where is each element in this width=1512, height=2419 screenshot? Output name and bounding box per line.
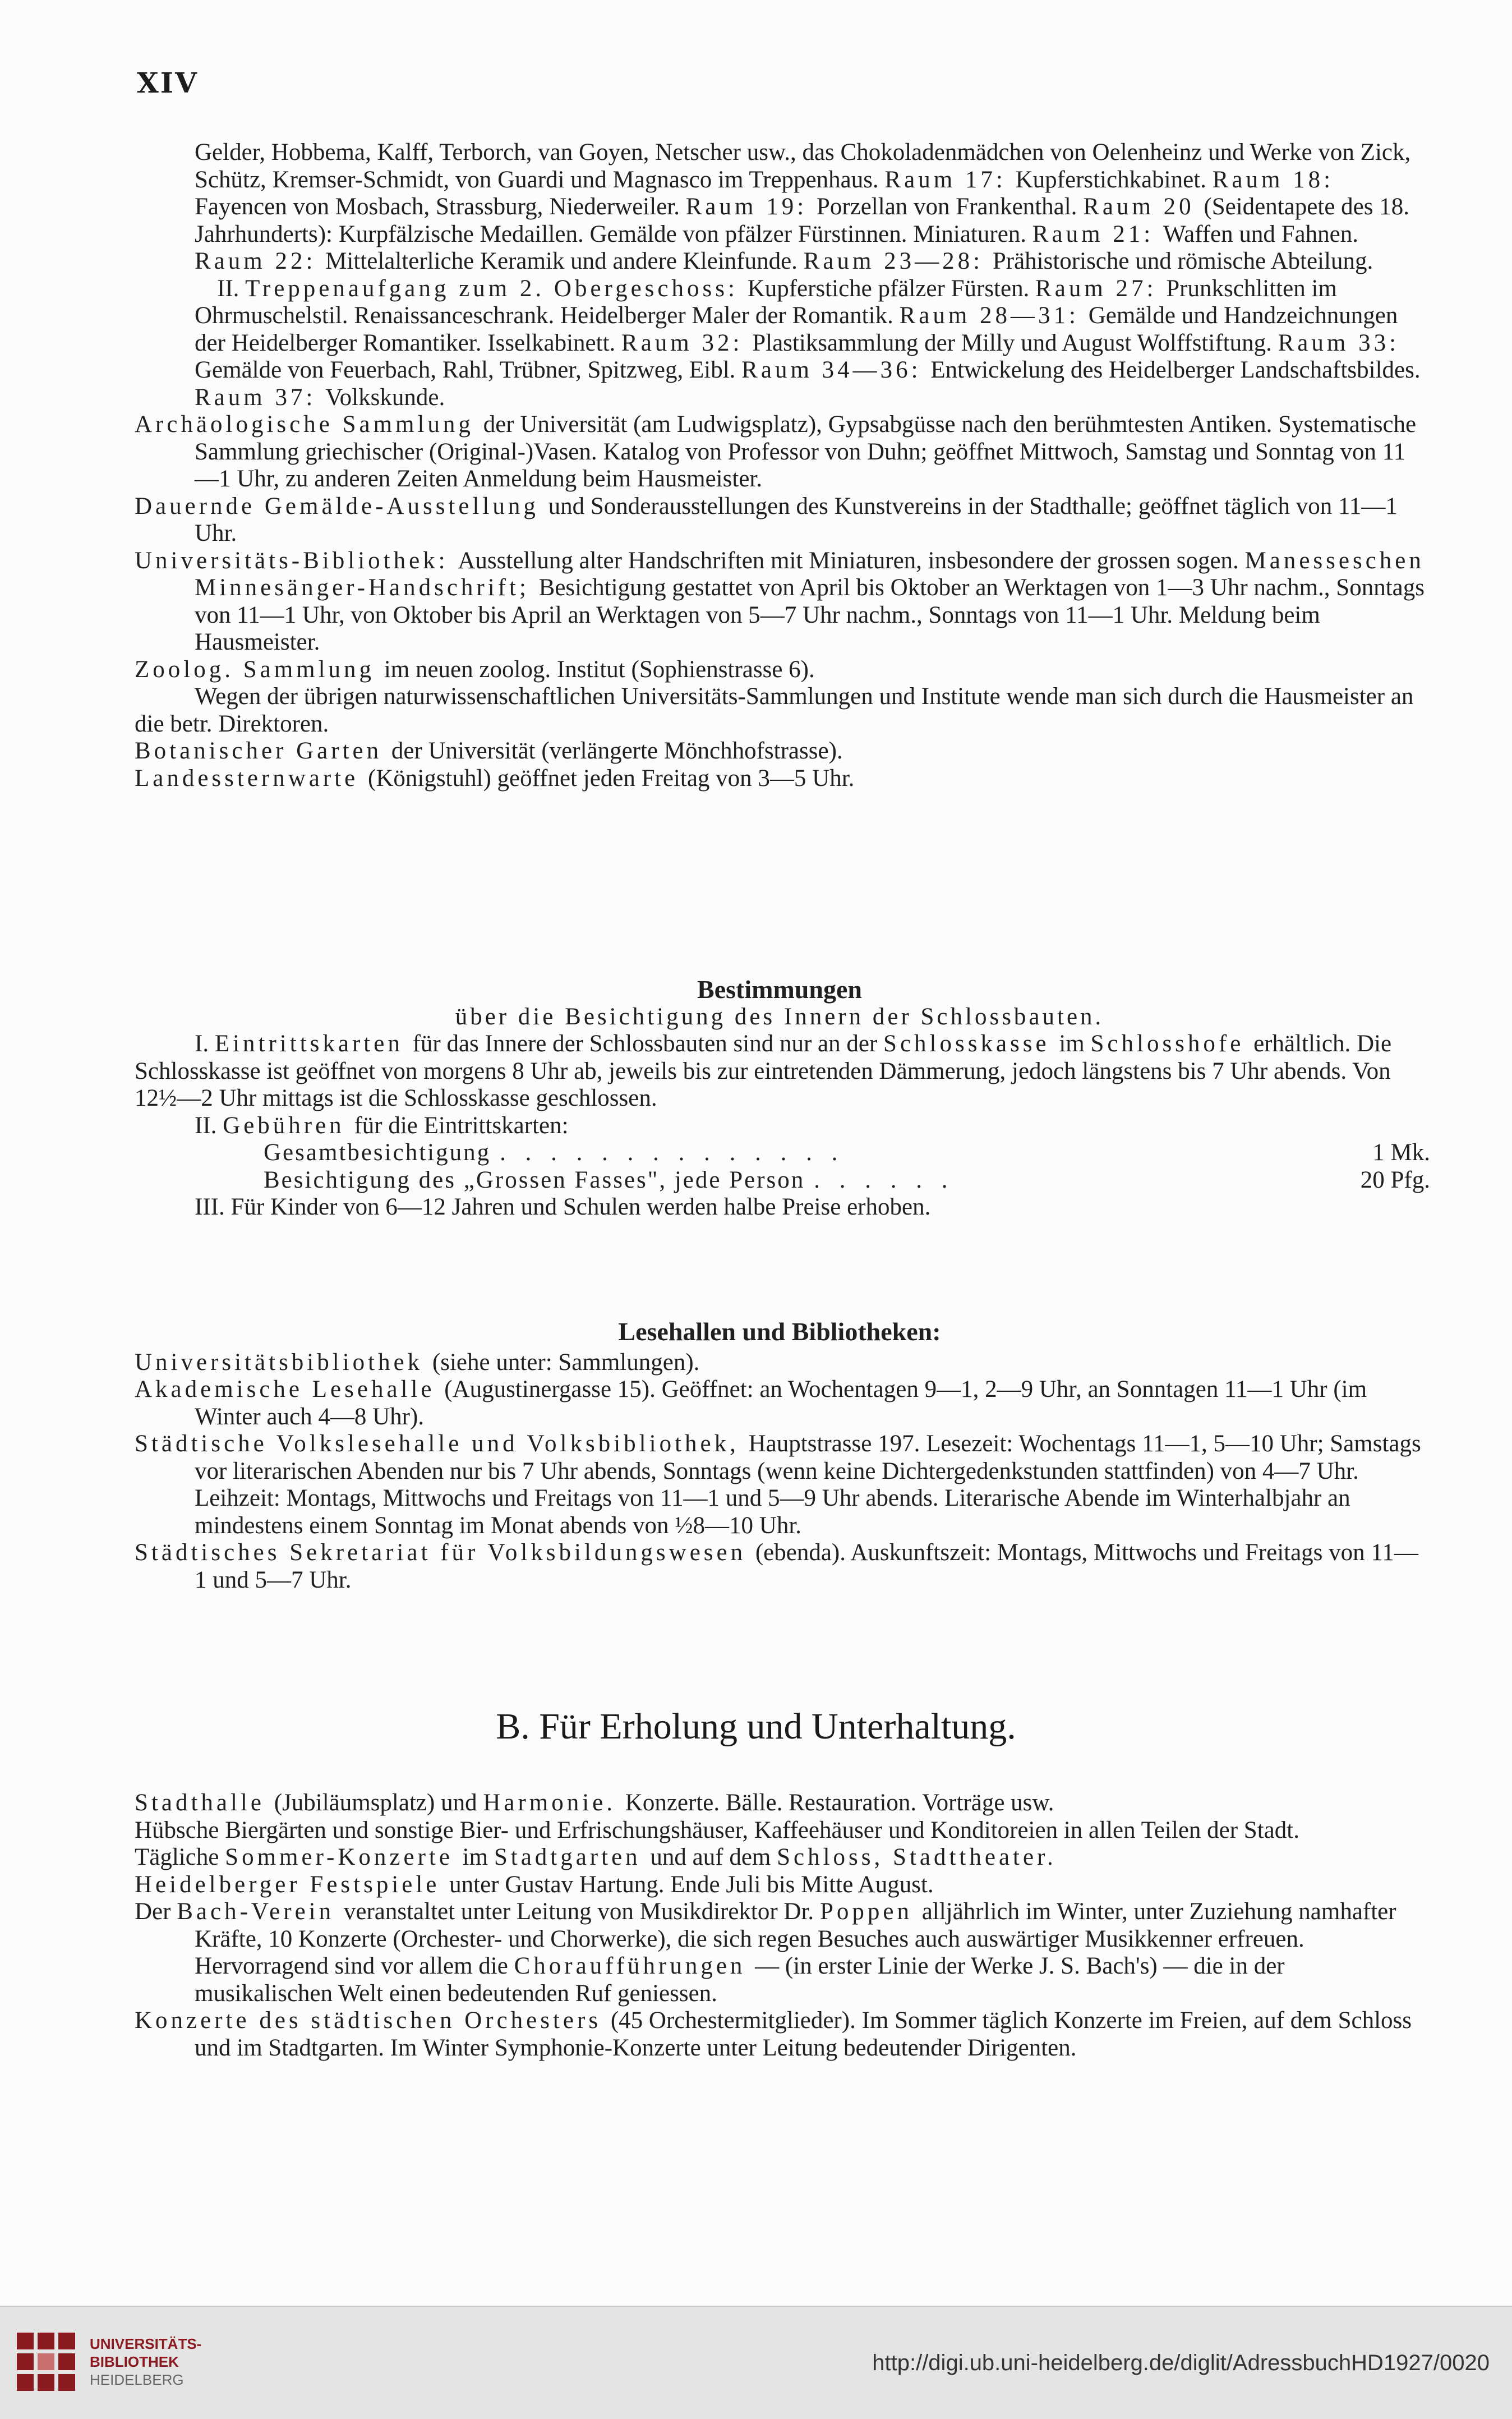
spaced-term: Schloss, Stadttheater.: [777, 1844, 1057, 1870]
text-run: II.: [195, 1112, 223, 1139]
text-run: (45 Orchestermitglieder). Im Sommer täglich Konzerte im Freien, auf dem Schloss und im Stadtgarten. Im Winter Symphonie-Konzerte unter Leitung bedeutender Dirigenten.: [195, 2007, 1412, 2061]
spaced-term: Choraufführungen: [514, 1953, 755, 1979]
text-run: erhältlich. Die Schlosskasse ist geöffnet von morgens 8 Uhr ab, jeweils bis zur eintretenden Dämmerung, jedoch längstens bis 7 Uhr abends. Von 12½—2 Uhr mittags ist die Schlosskasse geschlossen.: [135, 1031, 1392, 1111]
spaced-term: Konzerte des städtischen Orchesters: [135, 2007, 611, 2034]
lesehallen-heading: Lesehallen und Bibliotheken:: [618, 1317, 941, 1346]
text-run: alljährlich im Winter, unter Zuziehung namhafter Kräfte, 10 Konzerte (Orchester- und Chorwerke), die sich regen Besuches auch auswärtiger Musikkenner erfreuen. Hervorragend sind vor allem die: [195, 1898, 1396, 1979]
bestimmungen-paragraph-2: [135, 1112, 1425, 1140]
recreation-entry: [135, 1898, 1425, 2007]
text-run: und Sonderausstellungen des Kunstvereins in der Stadthalle; geöffnet täglich von 11—1 Uhr.: [195, 493, 1398, 546]
section-b-body: [135, 1790, 1425, 2062]
text-run: Hauptstrasse 197. Lesezeit: Wochentags 11—1, 5—10 Uhr; Samstags vor literarischen Abenden nur bis 7 Uhr abends, Sonntags (wenn keine Dichtergedenkstunden stattfinden) von 4—7 Uhr. Leihzeit: Montags, Mittwochs und Freitags von 11—1 und 5—9 Uhr abends. Literarische Abende im Winterhalbjahr an mindestens einem Sonntag im Monat abends von ½8—10 Uhr.: [195, 1431, 1421, 1539]
spaced-term: Zoolog. Sammlung: [135, 656, 384, 683]
bestimmungen-paragraph-3: III. Für Kinder von 6—12 Jahren und Schulen werden halbe Preise erhoben.: [195, 1194, 931, 1220]
spaced-term: Raum 19:: [685, 194, 817, 220]
text-run: (Jubiläumsplatz) und: [274, 1790, 483, 1816]
text-run: Plastiksammlung der Milly und August Wolffstiftung.: [752, 329, 1278, 356]
spaced-term: Stadthalle: [135, 1790, 274, 1816]
spaced-term: Raum 34—36:: [741, 357, 931, 383]
text-run: Besichtigung gestattet von April bis Oktober an Werktagen von 1—3 Uhr nachm., Sonntags von 11—1 Uhr, von Oktober bis April an Werktagen von 5—7 Uhr nachm., Sonntags von 11—1 Uhr. Meldung beim Hausmeister.: [195, 574, 1425, 655]
spaced-term: Stadtgarten: [494, 1844, 651, 1870]
bestimmungen-section: [135, 975, 1430, 1221]
text-run: Waffen und Fahnen.: [1163, 220, 1358, 247]
fee-dots: . . . . . . . . . . . . . .: [500, 1139, 845, 1166]
library-entry: [135, 1539, 1425, 1594]
library-logo-icon[interactable]: [17, 2333, 75, 2391]
section-b-entries: [135, 1790, 1425, 2062]
text-run: im neuen zoolog. Institut (Sophienstrasse 6).: [384, 656, 815, 683]
text-run: Mittelalterliche Keramik und andere Kleinfunde.: [325, 248, 804, 274]
bestimmungen-heading: Bestimmungen: [697, 975, 862, 1004]
spaced-term: Raum 27:: [1035, 275, 1167, 302]
collection-entry: [135, 656, 1425, 684]
lesehallen-section: [135, 1318, 1425, 1594]
spaced-term: Raum 23—28:: [803, 248, 993, 274]
spaced-term: Raum 20: [1083, 194, 1204, 220]
spaced-term: Raum 33:: [1278, 329, 1400, 356]
text-run: (Augustinergasse 15). Geöffnet: an Wochentagen 9—1, 2—9 Uhr, an Sonntagen 11—1 Uhr (im Winter auch 4—8 Uhr).: [195, 1376, 1367, 1430]
text-run: — (in erster Linie der Werke J. S. Bach's) — die in der musikalischen Welt einen bedeutenden Ruf geniessen.: [195, 1953, 1285, 2007]
text-run: der Universität (verlängerte Mönchhofstrasse).: [391, 738, 843, 764]
text-run: Entwickelung des Heidelberger Landschaftsbildes.: [930, 357, 1421, 383]
spaced-term: Raum 32:: [621, 329, 753, 356]
collection-entry: [135, 683, 1425, 738]
library-entry: [135, 1431, 1425, 1539]
spaced-term: Akademische Lesehalle: [135, 1376, 445, 1402]
recreation-entry: [135, 1817, 1425, 1845]
collections-section: [135, 139, 1425, 792]
collection-entry: [135, 493, 1425, 548]
fee-price: 20 Pfg.: [1360, 1166, 1430, 1193]
spaced-term: Schlosshofe: [1090, 1031, 1254, 1057]
text-run: II.: [217, 275, 246, 302]
text-run: Gelder, Hobbema, Kalff, Terborch, van Goyen, Netscher usw., das Chokoladenmädchen von Oelenheinz und Werke von Zick, Schütz, Kremser-Schmidt, von Guardi und Magnasco im Treppenhaus.: [195, 139, 1411, 193]
text-run: und auf dem: [650, 1844, 777, 1870]
fee-row: [135, 1167, 1430, 1194]
spaced-term: Botanischer Garten: [135, 738, 391, 764]
collection-entry: [135, 738, 1425, 765]
spaced-term: Harmonie.: [483, 1790, 625, 1816]
recreation-entry: [135, 2007, 1425, 2062]
source-url-link[interactable]: http://digi.ub.uni-heidelberg.de/diglit/AdressbuchHD1927/0020: [872, 2351, 1490, 2375]
footer-bar: [0, 2306, 1512, 2419]
text-run: Tägliche: [135, 1844, 225, 1870]
text-run: Kupferstichkabinet.: [1015, 166, 1213, 193]
text-run: im: [1059, 1031, 1091, 1057]
text-run: Der: [135, 1898, 177, 1925]
library-entry: [135, 1376, 1425, 1431]
spaced-term: Raum 28—31:: [899, 302, 1089, 329]
spaced-term: Treppenaufgang zum 2. Obergeschoss:: [245, 275, 748, 302]
collection-entry: [135, 765, 1425, 793]
fee-dots: . . . . . .: [814, 1166, 955, 1193]
text-run: der Universität (am Ludwigsplatz), Gypsabgüsse nach den berühmtesten Antiken. Systematische Sammlung griechischer (Original-)Vasen. Katalog von Professor von Duhn; geöffnet Mittwoch, Samstag und Sonntag von 11—1 Uhr, zu anderen Zeiten Anmeldung beim Hausmeister.: [195, 411, 1417, 492]
logo-line-1: UNIVERSITÄTS-: [90, 2335, 202, 2352]
spaced-term: Raum 17:: [884, 166, 1016, 193]
spaced-term: Gebühren: [223, 1112, 354, 1139]
logo-line-3: HEIDELBERG: [90, 2371, 184, 2388]
spaced-term: Heidelberger Festspiele: [135, 1871, 450, 1898]
collection-entry: [135, 411, 1425, 493]
text-run: (Seidentapete des 18. Jahrhunderts): Kurpfälzische Medaillen. Gemälde von pfälzer Fürstinnen. Miniaturen.: [195, 194, 1409, 247]
spaced-term: Raum 37:: [195, 384, 326, 411]
recreation-entry: [135, 1844, 1425, 1871]
text-run: Ausstellung alter Handschriften mit Miniaturen, insbesondere der grossen sogen.: [458, 547, 1245, 574]
spaced-term: Bach-Verein: [177, 1898, 344, 1925]
collection-entry: [135, 548, 1425, 656]
text-run: Porzellan von Frankenthal.: [816, 194, 1084, 220]
recreation-entry: [135, 1871, 1425, 1899]
collection-entry: [135, 139, 1425, 275]
text-run: unter Gustav Hartung. Ende Juli bis Mitte August.: [449, 1871, 934, 1898]
spaced-term: Archäologische Sammlung: [135, 411, 483, 438]
spaced-term: Manesseschen Minnesänger-Handschrift;: [195, 547, 1425, 601]
spaced-term: Schlosskasse: [883, 1031, 1059, 1057]
text-run: Volkskunde.: [325, 384, 445, 411]
lesehallen-entries: [135, 1349, 1425, 1594]
text-run: Wegen der übrigen naturwissenschaftlichen Universitäts-Sammlungen und Institute wende man sich durch die Hausmeister an die betr. Direktoren.: [135, 683, 1414, 737]
text-run: Prunkschlitten im Ohrmuschelstil. Renaissanceschrank. Heidelberger Maler der Romantik.: [195, 275, 1337, 329]
text-run: Hübsche Biergärten und sonstige Bier- und Erfrischungshäuser, Kaffeehäuser und Konditoreien in allen Teilen der Stadt.: [135, 1816, 1299, 1843]
fee-list: [135, 1139, 1430, 1194]
fee-row: [135, 1139, 1430, 1167]
text-run: für die Eintrittskarten:: [354, 1112, 569, 1139]
text-run: Gemälde von Feuerbach, Rahl, Trübner, Spitzweg, Eibl.: [195, 357, 742, 383]
spaced-term: Universitäts-Bibliothek:: [135, 547, 458, 574]
collection-entry: [135, 275, 1425, 412]
spaced-term: Raum 21:: [1032, 220, 1163, 247]
bestimmungen-paragraph-1: [135, 1031, 1425, 1112]
spaced-term: Städtisches Sekretariat für Volksbildungswesen: [135, 1539, 755, 1566]
page-number: XIV: [137, 66, 199, 99]
section-b-heading: B. Für Erholung und Unterhaltung.: [496, 1706, 1016, 1747]
spaced-term: Landessternwarte: [135, 765, 368, 792]
spaced-term: Raum 22:: [195, 248, 326, 274]
text-run: Konzerte. Bälle. Restauration. Vorträge usw.: [625, 1790, 1054, 1816]
text-run: (Königstuhl) geöffnet jeden Freitag von 3—5 Uhr.: [368, 765, 855, 792]
bestimmungen-subheading: über die Besichtigung des Innern der Schlossbauten.: [455, 1003, 1104, 1030]
text-run: für das Innere der Schlossbauten sind nur an der: [412, 1031, 884, 1057]
text-run: (ebenda). Auskunftszeit: Montags, Mittwochs und Freitags von 11—1 und 5—7 Uhr.: [195, 1539, 1418, 1593]
text-run: im: [462, 1844, 494, 1870]
text-run: veranstaltet unter Leitung von Musikdirektor Dr.: [343, 1898, 820, 1925]
recreation-entry: [135, 1790, 1425, 1817]
text-run: Kupferstiche pfälzer Fürsten.: [747, 275, 1036, 302]
fee-price: 1 Mk.: [1372, 1139, 1430, 1166]
text-run: Fayencen von Mosbach, Strassburg, Niederweiler.: [195, 194, 686, 220]
fee-label: Besichtigung des „Grossen Fasses", jede Person: [264, 1166, 805, 1193]
spaced-term: Universitätsbibliothek: [135, 1349, 432, 1376]
spaced-term: Eintrittskarten: [214, 1031, 413, 1057]
logo-line-2: BIBLIOTHEK: [90, 2353, 179, 2370]
text-run: Gemälde und Handzeichnungen der Heidelberger Romantiker. Isselkabinett.: [195, 302, 1398, 356]
library-entry: [135, 1349, 1425, 1377]
spaced-term: Sommer-Konzerte: [225, 1844, 463, 1870]
spaced-term: Poppen: [819, 1898, 922, 1925]
text-run: (siehe unter: Sammlungen).: [432, 1349, 700, 1376]
spaced-term: Dauernde Gemälde-Ausstellung: [135, 493, 548, 519]
spaced-term: Städtische Volkslesehalle und Volksbibliothek,: [135, 1431, 749, 1457]
spaced-term: Raum 18:: [1212, 166, 1334, 193]
fee-label: Gesamtbesichtigung: [264, 1139, 491, 1166]
library-logo-text[interactable]: [90, 2335, 201, 2389]
text-run: I.: [195, 1031, 215, 1057]
text-run: Prähistorische und römische Abteilung.: [992, 248, 1373, 274]
